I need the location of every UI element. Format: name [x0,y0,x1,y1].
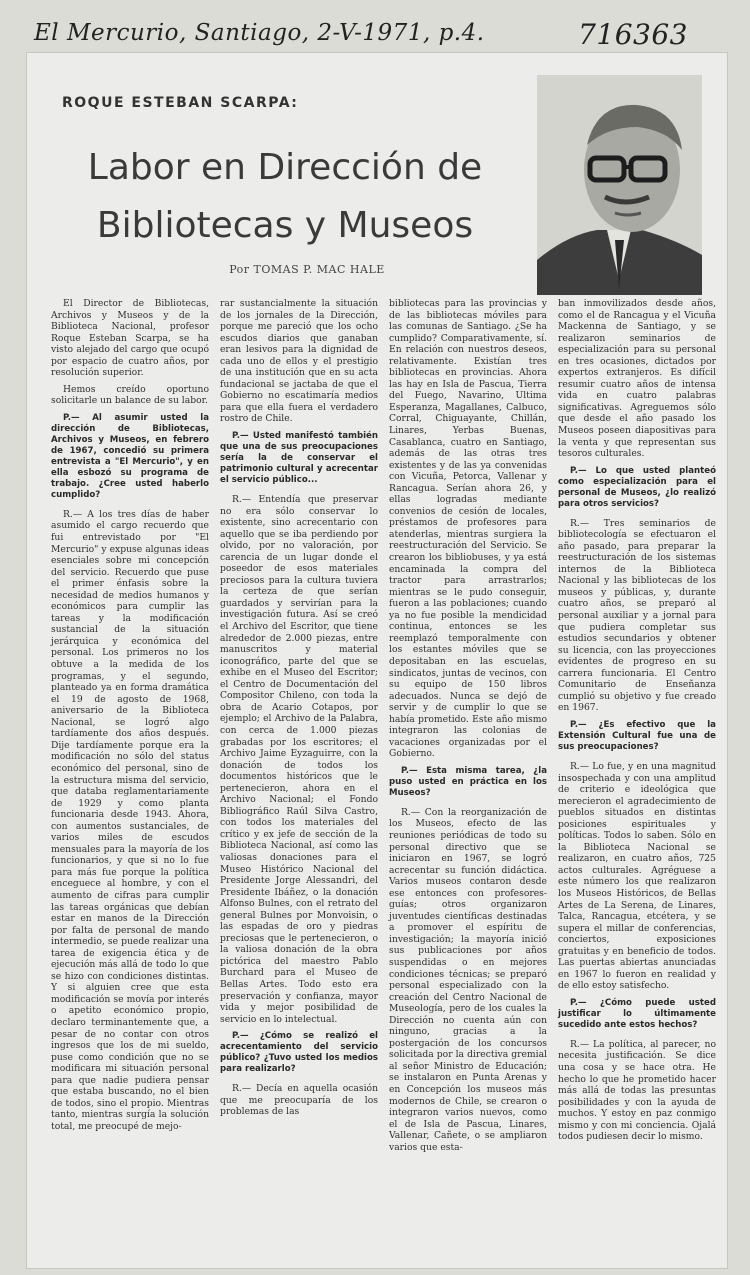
interview-question: P.— Esta misma tarea, ¿la puso usted en práctica en los Museos? [389,765,547,798]
text-column-3 [389,298,547,1258]
answer-paragraph: R.— A los tres días de haber asumido el cargo recuerdo que fui entrevistado por "El Mercurio" y expuse algunas ideas esenciales sobre mi concepción del servicio. Recuerdo que puse el primer énfasis sobre la necesidad de medios humanos y económicos para cumplir las tareas y la modificación sustancial de la situación jerárquica y económica del personal. Los primeros no los obtuve a la medida de los programas, y el segundo, planteado ya en forma dramática el 19 de agosto de 1968, aniversario de la Biblioteca Nacional, se logró algo tardíamente dos años después. Dije tardíamente porque era la modificación no sólo del status económico del personal, sino de la estructura misma del servicio, que databa reglamentariamente de 1929 y como planta funcionaria desde 1943. Ahora, con aumentos sustanciales, de varios miles de escudos mensuales para la mayoría de los funcionarios, y que si no lo fue para más fue porque la política enceguece al hombre, y con el aumento de cifras para cumplir las tareas orgánicas que debían estar en manos de la Dirección por falta de personal de mando intermedio, se puede realizar una tarea de exigencia ética y de ejecución más allá de todo lo que se hizo con condiciones distintas. Y si alguien cree que esta modificación se movía por interés o apetito económico propio, declaro terminantemente que, a pesar de no contar con otros ingresos que los de mi sueldo, puse como condición que no se modificara mi situación personal para que nadie pudiera pensar que estaba buscando, no el bien de todos, sino el propio. Mientras tanto, mientras surgía la solución total, me preocupé de mejo- [51,508,209,1132]
answer-paragraph: R.— La política, al parecer, no necesita justificación. Se dice una cosa y se hace otra. He hecho lo que he prometido hacer más allá de todas las presuntas posibilidades y con la ayuda de muchos. Y estoy en paz conmigo mismo y con mi conciencia. Ojalá todos pudiesen decir lo mismo. [558,1038,716,1143]
source-citation: El Mercurio, Santiago, 2-V-1971, p.4. [34,20,485,46]
answer-paragraph: Hemos creído oportuno solicitarle un balance de su labor. [51,383,209,407]
article-byline: Por TOMAS P. MAC HALE [229,263,385,276]
newspaper-clipping [26,52,728,1269]
answer-paragraph: bibliotecas para las provincias y de las bibliotecas móviles para las comunas de Santiago. ¿Se ha cumplido? Comparativamente, sí. En relación con nuestros deseos, relativamente. Existían tres bibliotecas en provincias. Ahora las hay en Isla de Pascua, Tierra del Fuego, Navarino, Ultima Esperanza, Magallanes, Calbuco, Corral, Chiguayante, Chillán, Linares, Yerbas Buenas, Casablanca, cuatro en Santiago, además de las otras tres existentes y de las ya convenidas con Vicuña, Petorca, Vallenar y Rancagua. Serían ahora 26, y ellas logradas mediante convenios de cesión de locales, préstamos de profesores para atenderlas, mientras surgiera la reestructuración del Servicio. Se crearon los bibliobuses, y ya está encaminada la compra del tractor para arrastrarlos; mientras se le pudo conseguir, fueron a las poblaciones; cuando ya no fue posible la mendicidad continua, entonces se les reemplazó temporalmente con los estantes móviles que se depositaban en las escuelas, sindicatos, juntas de vecinos, con su equipo de 150 libros adecuados. Nunca se dejó de servir y de cumplir lo que se había prometido. Este año mismo integraron las colonias de vacaciones organizadas por el Gobierno. [389,298,547,760]
article-kicker: ROQUE ESTEBAN SCARPA: [62,95,299,111]
answer-paragraph: R.— Entendía que preservar no era sólo conservar lo existente, sino acrecentario con aquello que se iba perdiendo por olvido, por no valoración, por carencia de un lugar donde el poseedor de esos materiales preciosos para la cultura tuviera la certeza de que serían guardados y servirían para la investigación futura. Así se creó el Archivo del Escritor, que tiene alrededor de 2.000 piezas, entre manuscritos y material iconográfico, parte del que se exhibe en el Museo del Escritor; el Centro de Documentación del Compositor Chileno, con toda la obra de Acario Cotapos, por ejemplo; el Archivo de la Palabra, con cerca de 1.000 piezas grabadas por los escritores; el Archivo Jaime Eyzaguirre, con la donación de todos los documentos históricos que le pertenecieron, ahora en el Archivo Nacional; el Fondo Bibliográfico Raúl Silva Castro, con todos los materiales del crítico y ex jefe de sección de la Biblioteca Nacional, así como las valiosas donaciones para el Museo Histórico Nacional del Presidente Jorge Alessandri, del Presidente Ibáñez, o la donación Alfonso Bulnes, con el retrato del general Bulnes por Monvoisin, o las espadas de oro y piedras preciosas que le pertenecieron, o la valiosa donación de la obra pictórica del maestro Pablo Burchard para el Museo de Bellas Artes. Todo esto era preservación y confianza, mayor vida y mejor posibilidad de servicio en lo intelectual. [220,494,378,1025]
answer-paragraph: R.— Tres seminarios de bibliotecología se efectuaron el año pasado, para preparar la reestructuración de los sistemas internos de la Biblioteca Nacional y las bibliotecas de los museos y públicas, y, durante cuatro años, se preparó al personal auxiliar y a jornal para que pudiera completar sus estudios secundarios y obtener su licencia, con las proyecciones evidentes de progreso en su carrera funcionaria. El Centro Comunitario de Enseñanza cumplió su objetivo y fue creado en 1967. [558,517,716,714]
interview-question: P.— ¿Cómo puede usted justificar lo últimamente sucedido ante estos hechos? [558,997,716,1030]
article-body [51,298,716,1258]
article-title [55,139,515,255]
text-column-1 [51,298,209,1258]
interview-question: P.— ¿Cómo se realizó el acrecentamiento del servicio público? ¿Tuvo usted los medios para realizarlo? [220,1031,378,1075]
text-column-4 [558,298,716,1258]
interview-question: P.— Usted manifestó también que una de sus preocupaciones sería la de conservar el patrimonio cultural y acrecentar el servicio público... [220,431,378,486]
answer-paragraph: R.— Decía en aquella ocasión que me preocuparía de los problemas de las [220,1083,378,1118]
text-column-2 [220,298,378,1258]
title-line-2: Bibliotecas y Museos [96,205,474,246]
interview-question: P.— Lo que usted planteó como especialización para el personal de Museos, ¿lo realizó para otros servicios? [558,465,716,509]
portrait-image [537,75,702,295]
answer-paragraph: El Director de Bibliotecas, Archivos y Museos y de la Biblioteca Nacional, profesor Roque Esteban Scarpa, se ha visto alejado del cargo que ocupó por espacio de cuatro años, por resolución superior. [51,298,209,379]
interview-question: P.— Al asumir usted la dirección de Bibliotecas, Archivos y Museos, en febrero de 1967, concedió su primera entrevista a "El Mercurio", y en ella esbozó su programa de trabajo. ¿Cree usted haberlo cumplido? [51,412,209,500]
title-line-1: Labor en Dirección de [87,147,483,188]
handwritten-annotation [28,14,728,52]
answer-paragraph: R.— Lo fue, y en una magnitud insospechada y con una amplitud de criterio e ideológica que merecieron el agradecimiento de pueblos situados en distintas posiciones espirituales y políticas. Todos lo saben. Sólo en la Biblioteca Nacional se realizaron, en cuatro años, 725 actos culturales. Agréguese a este número los que realizaron los Museos Históricos, de Bellas Artes de La Serena, de Linares, Talca, Rancagua, etcétera, y se supera el millar de conferencias, conciertos, exposiciones gratuitas y en beneficio de todos. Las puertas abiertas anunciadas en 1967 lo fueron en realidad y de ello estoy satisfecho. [558,760,716,992]
answer-paragraph: R.— Con la reorganización de los Museos, efecto de las reuniones periódicas de todo su personal directivo que se iniciaron en 1967, se logró acrecentar su función didáctica. Varios museos contaron desde ese entonces con profesores-guías; otros organizaron juventudes científicas destinadas a promover el espíritu de investigación; la mayoría inició sus publicaciones por años suspendidas o en mejores condiciones técnicas; se preparó personal especializado con la creación del Centro Nacional de Museología, pero de los cuales la Dirección no cuenta aún con ninguno, gracias a la postergación de los concursos solicitada por la directiva gremial al señor Ministro de Educación; se instalaron en Punta Arenas y en Concepción los museos más modernos de Chile, se crearon o integraron varios nuevos, como el de Isla de Pascua, Linares, Vallenar, Cañete, o se ampliaron varios que esta- [389,806,547,1153]
interview-question: P.— ¿Es efectivo que la Extensión Cultural fue una de sus preocupaciones? [558,719,716,752]
answer-paragraph: ban inmovilizados desde años, como el de Rancagua y el Vicuña Mackenna de Santiago, y se realizaron seminarios de especialización para su personal en tres ocasiones, dictados por expertos extranjeros. Es difícil resumir cuatro años de intensa vida en cuatro palabras significativas. Agreguemos sólo que desde el año pasado los Museos poseen diapositivas para la venta y que representan sus tesoros culturales. [558,298,716,460]
answer-paragraph: rar sustancialmente la situación de los jornales de la Dirección, porque me pareció que los ocho escudos diarios que ganaban eran lesivos para la dignidad de cada uno de ellos y el prestigio de una institución que en su acta fundacional se jactaba de que el Gobierno no escatimaría medios para que ella fuera el verdadero rostro de Chile. [220,298,378,425]
catalog-number: 716363 [578,18,688,51]
author-photo [537,75,702,295]
